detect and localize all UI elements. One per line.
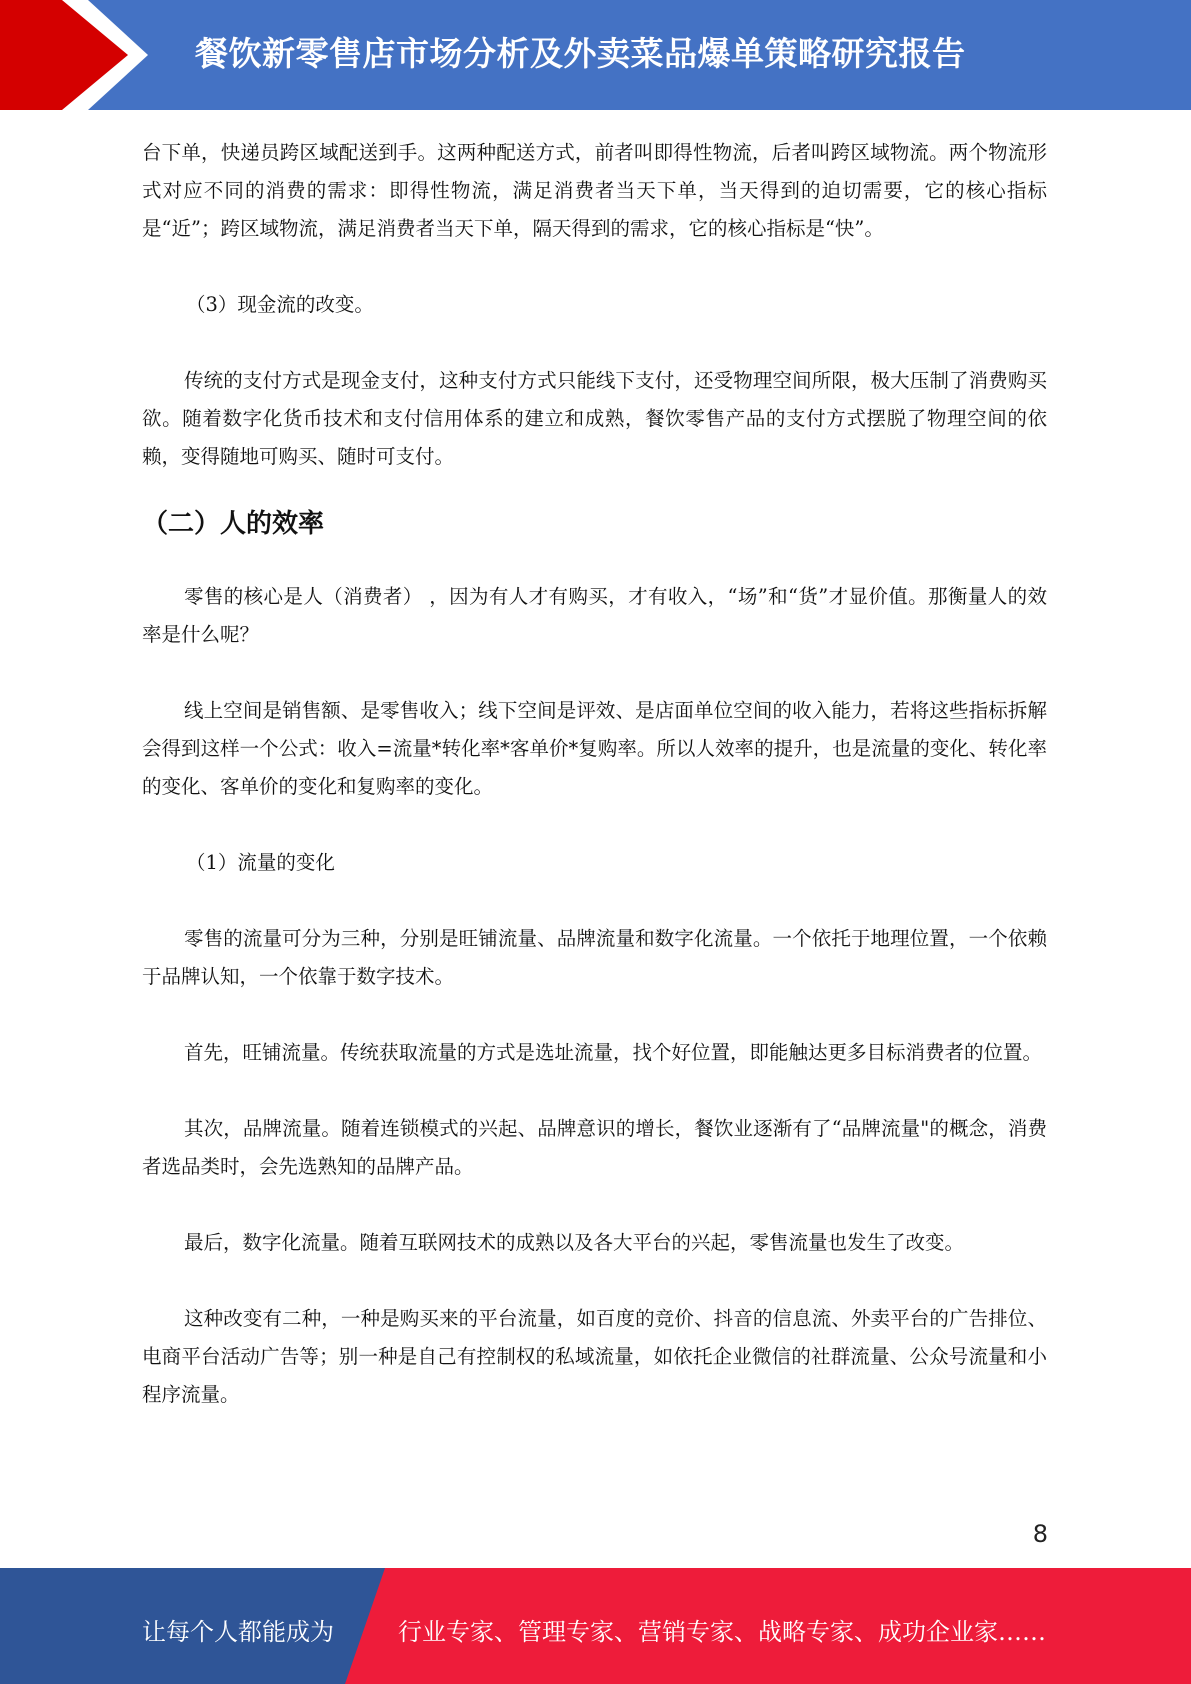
paragraph-brand-traffic: 其次，品牌流量。随着连锁模式的兴起、品牌意识的增长，餐饮业逐渐有了“品牌流量"的概念，消费者选品类时，会先选熟知的品牌产品。: [142, 1117, 1047, 1178]
subheading-cashflow: （3）现金流的改变。: [186, 293, 374, 316]
paragraph-formula: 线上空间是销售额、是零售收入；线下空间是评效、是店面单位空间的收入能力，若将这些指标拆解会得到这样一个公式：收入=流量*转化率*客单价*复购率。所以人效率的提升，也是流量的变化、转化率的变化、客单价的变化和复购率的变化。: [142, 699, 1047, 798]
section-heading-people-efficiency: （二）人的效率: [142, 509, 325, 539]
paragraph-logistics: 台下单，快递员跨区域配送到手。这两种配送方式，前者叫即得性物流，后者叫跨区域物流。两个物流形式对应不同的消费的需求：即得性物流，满足消费者当天下单，当天得到的迫切需要，它的核心指标是“近”；跨区域物流，满足消费者当天下单，隔天得到的需求，它的核心指标是“快”。: [142, 141, 1047, 240]
document-body: [142, 134, 1047, 1414]
page-header: [0, 0, 1191, 110]
page-footer: [0, 1568, 1191, 1684]
footer-slogan-right: 行业专家、管理专家、营销专家、战略专家、成功企业家……: [398, 1618, 1046, 1646]
paragraph-traffic-types: 零售的流量可分为三种，分别是旺铺流量、品牌流量和数字化流量。一个依托于地理位置，一个依赖于品牌认知，一个依靠于数字技术。: [142, 927, 1047, 988]
footer-slogan-left: 让每个人都能成为: [142, 1618, 334, 1646]
paragraph-traffic-change: 这种改变有二种，一种是购买来的平台流量，如百度的竞价、抖音的信息流、外卖平台的广告排位、电商平台活动广告等；别一种是自己有控制权的私域流量，如依托企业微信的社群流量、公众号流量和小程序流量。: [142, 1307, 1047, 1406]
paragraph-payment: 传统的支付方式是现金支付，这种支付方式只能线下支付，还受物理空间所限，极大压制了消费购买欲。随着数字化货币技术和支付信用体系的建立和成熟，餐饮零售产品的支付方式摆脱了物理空间的依赖，变得随地可购买、随时可支付。: [142, 369, 1047, 468]
report-title: 餐饮新零售店市场分析及外卖菜品爆单策略研究报告: [195, 34, 966, 73]
paragraph-retail-core: 零售的核心是人（消费者） ，因为有人才有购买，才有收入，“场”和“货”才显价值。那衡量人的效率是什么呢？: [142, 585, 1047, 646]
header-red-arrow-icon: [0, 0, 160, 110]
paragraph-digital-traffic: 最后，数字化流量。随着互联网技术的成熟以及各大平台的兴起，零售流量也发生了改变。: [184, 1231, 965, 1254]
paragraph-shop-traffic: 首先，旺铺流量。传统获取流量的方式是选址流量，找个好位置，即能触达更多目标消费者的位置。: [184, 1041, 1043, 1064]
page-number: 8: [1032, 1520, 1048, 1548]
subheading-traffic: （1）流量的变化: [186, 851, 335, 874]
